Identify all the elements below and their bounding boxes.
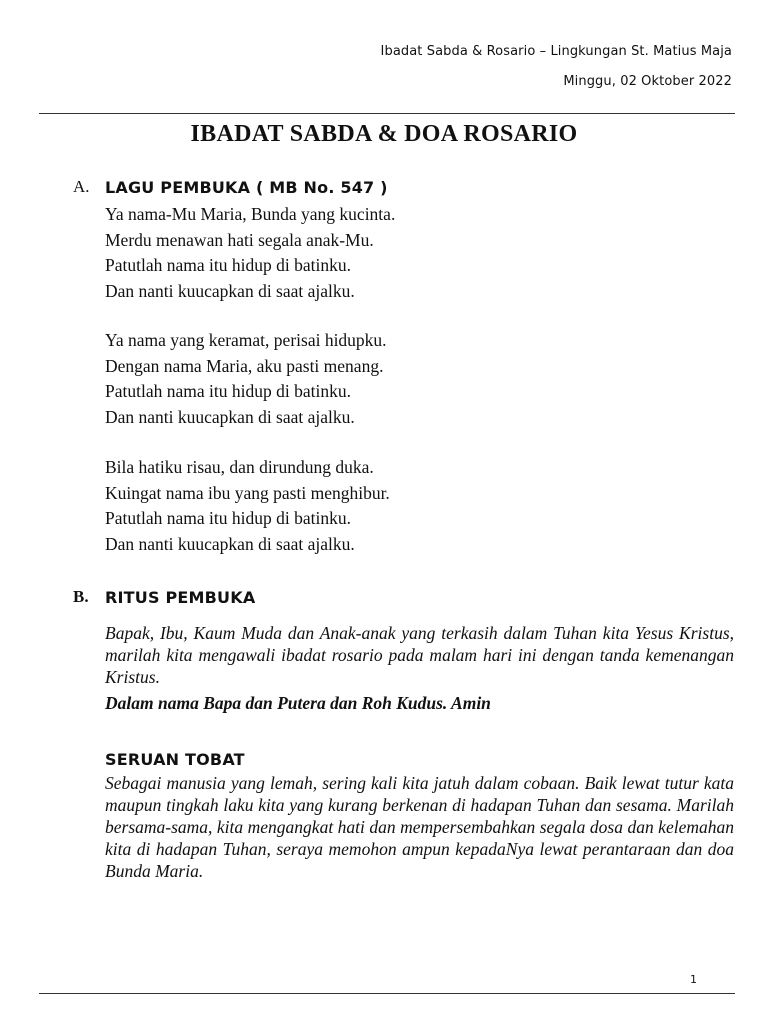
document-title: IBADAT SABDA & DOA ROSARIO [190,121,578,147]
verse-line: Merdu menawan hati segala anak-Mu. [105,229,374,250]
verse-line: Dan nanti kuucapkan di saat ajalku. [105,533,355,554]
verse-3 [105,455,390,557]
ritus-intro-paragraph: Bapak, Ibu, Kaum Muda dan Anak-anak yang terkasih dalam Tuhan kita Yesus Kristus, marilah kita mengawali ibadat rosario pada malam hari ini dengan tanda kemenangan Kristus. [105,623,734,687]
running-header-title: Ibadat Sabda & Rosario – Lingkungan St. Matius Maja [380,44,732,59]
sign-of-cross-line: Dalam nama Bapa dan Putera dan Roh Kudus. Amin [105,693,491,713]
footer-divider [39,993,735,994]
seruan-tobat-heading: SERUAN TOBAT [105,750,245,769]
verse-line: Dengan nama Maria, aku pasti menang. [105,355,384,376]
verse-line: Patutlah nama itu hidup di batinku. [105,255,351,275]
verse-line: Bila hatiku risau, dan dirundung duka. [105,457,374,477]
section-b-marker: B. [73,587,89,606]
verse-line: Dan nanti kuucapkan di saat ajalku. [105,280,355,301]
verse-line: Dan nanti kuucapkan di saat ajalku. [105,406,355,427]
seruan-tobat-paragraph: Sebagai manusia yang lemah, sering kali kita jatuh dalam cobaan. Baik lewat tutur kata maupun tingkah laku kita yang kurang berkenan di hadapan Tuhan dan sesama. Marilah bersama-sama, kita mengangkat hati dan mempersembahkan segala dosa dan kelemahan kita di hadapan Tuhan, seraya memohon ampun kepadaNya lewat perantaraan dan doa Bunda Maria. [105,773,734,881]
verse-1 [105,202,395,304]
verse-line: Ya nama-Mu Maria, Bunda yang kucinta. [105,204,396,224]
verse-line: Patutlah nama itu hidup di batinku. [105,381,351,401]
section-a-heading: LAGU PEMBUKA ( MB No. 547 ) [105,178,388,197]
verse-line: Patutlah nama itu hidup di batinku. [105,508,351,528]
header-divider [39,113,735,114]
verse-line: Ya nama yang keramat, perisai hidupku. [105,330,387,350]
section-a-marker: A. [73,177,90,196]
verse-2 [105,328,387,430]
running-header-date: Minggu, 02 Oktober 2022 [563,74,732,89]
section-b-heading: RITUS PEMBUKA [105,588,256,607]
verse-line: Kuingat nama ibu yang pasti menghibur. [105,482,390,503]
page-number: 1 [690,973,697,986]
